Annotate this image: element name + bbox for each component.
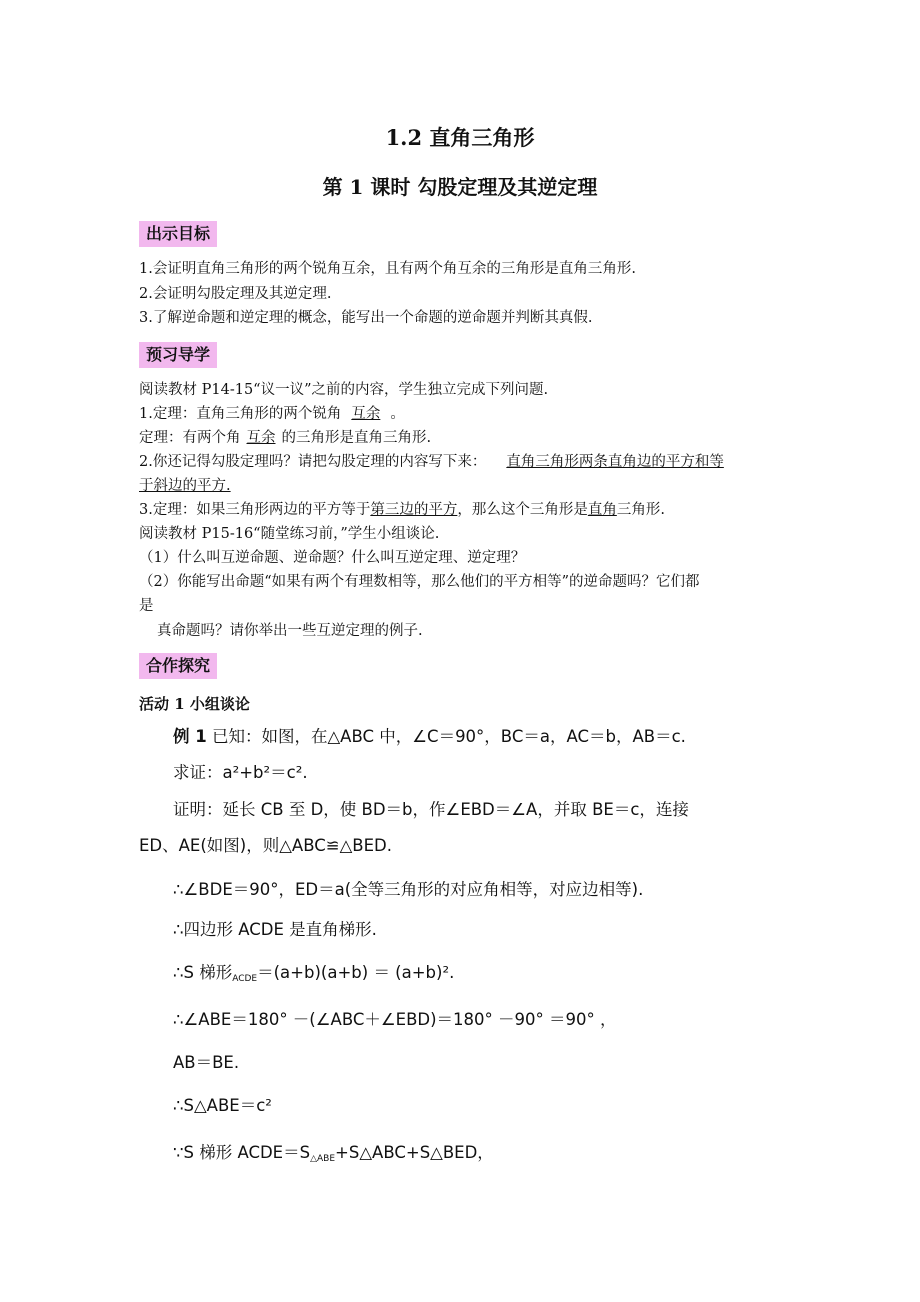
text: 1.定理：直角三角形的两个锐角 bbox=[139, 406, 342, 422]
text: 的三角形是直角三角形. bbox=[281, 430, 432, 446]
preview-prompt-2-cont: 是 bbox=[139, 598, 154, 614]
text: 三角形. bbox=[616, 502, 665, 518]
proof-line: ∴四边形 ACDE 是直角梯形. bbox=[173, 920, 377, 939]
answer-blank: 互余 bbox=[246, 430, 276, 446]
text: 已知：如图，在△ABC 中，∠C＝90°，BC＝a，AC＝b，AB＝c. bbox=[206, 727, 686, 746]
proof-line: 证明：延长 CB 至 D，使 BD＝b，作∠EBD＝∠A，并取 BE＝c，连接 bbox=[173, 800, 689, 819]
document-title: 1.2 直角三角形 bbox=[385, 125, 535, 150]
answer-blank: 直角 bbox=[587, 502, 617, 518]
example-1 bbox=[173, 723, 686, 747]
section-badge-preview: 预习导学 bbox=[139, 342, 217, 368]
preview-prompt-1: （1）什么叫互逆命题、逆命题？什么叫互逆定理、逆定理？ bbox=[139, 550, 526, 566]
text: 。 bbox=[390, 406, 405, 422]
text: ，那么这个三角形是 bbox=[457, 502, 588, 518]
subscript: ACDE bbox=[232, 974, 258, 984]
answer-blank: 第三边的平方 bbox=[370, 502, 458, 518]
section-badge-explore: 合作探究 bbox=[139, 653, 217, 679]
preview-question-1 bbox=[139, 404, 405, 424]
prove-statement: 求证：a²+b²＝c². bbox=[173, 763, 308, 782]
goal-item: 3.了解逆命题和逆定理的概念，能写出一个命题的逆命题并判断其真假. bbox=[139, 310, 593, 326]
proof-line: AB＝BE. bbox=[173, 1053, 240, 1072]
proof-line: ∴∠BDE＝90°，ED＝a(全等三角形的对应角相等，对应边相等). bbox=[173, 880, 644, 899]
proof-line: ∴S△ABE＝c² bbox=[173, 1096, 272, 1115]
text: 3.定理：如果三角形两边的平方等于 bbox=[139, 502, 371, 518]
text: ∴S 梯形 bbox=[173, 963, 233, 982]
proof-line: ∴∠ABE＝180° －(∠ABC＋∠EBD)＝180° －90° ＝90° ， bbox=[173, 1010, 617, 1029]
preview-intro-2: 阅读教材 P15-16“随堂练习前，”学生小组谈论. bbox=[139, 526, 440, 542]
proof-line bbox=[173, 959, 454, 984]
proof-line: ED、AE(如图)，则△ABC≌△BED. bbox=[139, 836, 392, 855]
activity-label: 活动 1 小组谈论 bbox=[139, 695, 250, 713]
preview-question-2-cont bbox=[139, 476, 231, 496]
example-label: 例 1 bbox=[173, 727, 207, 746]
preview-question-2 bbox=[139, 452, 724, 472]
preview-question-1-converse bbox=[139, 428, 431, 448]
preview-intro: 阅读教材 P14-15“议一议”之前的内容，学生独立完成下列问题. bbox=[139, 382, 549, 398]
lesson-subtitle: 第 1 课时 勾股定理及其逆定理 bbox=[322, 175, 598, 199]
text: ＝(a+b)(a+b) ＝ (a+b)². bbox=[257, 963, 455, 982]
proof-line bbox=[173, 1139, 494, 1164]
section-badge-goals: 出示目标 bbox=[139, 221, 217, 247]
goal-item: 2.会证明勾股定理及其逆定理. bbox=[139, 286, 332, 302]
answer-blank: 直角三角形两条直角边的平方和等 bbox=[506, 454, 724, 470]
answer-blank: 互余 bbox=[351, 406, 381, 422]
preview-question-3 bbox=[139, 500, 665, 520]
answer-blank: 于斜边的平方. bbox=[139, 478, 231, 494]
text: 定理：有两个角 bbox=[139, 430, 241, 446]
text: ∵S 梯形 ACDE＝S bbox=[173, 1143, 311, 1162]
goal-item: 1.会证明直角三角形的两个锐角互余，且有两个角互余的三角形是直角三角形. bbox=[139, 261, 636, 277]
preview-prompt-2-end: 真命题吗？请你举出一些互逆定理的例子. bbox=[157, 623, 423, 639]
text: +S△ABC+S△BED， bbox=[335, 1143, 494, 1162]
text: 2.你还记得勾股定理吗？请把勾股定理的内容写下来： bbox=[139, 454, 487, 470]
preview-prompt-2: （2）你能写出命题“如果有两个有理数相等，那么他们的平方相等”的逆命题吗？它们都 bbox=[139, 574, 700, 590]
subscript: △ABE bbox=[310, 1154, 336, 1164]
